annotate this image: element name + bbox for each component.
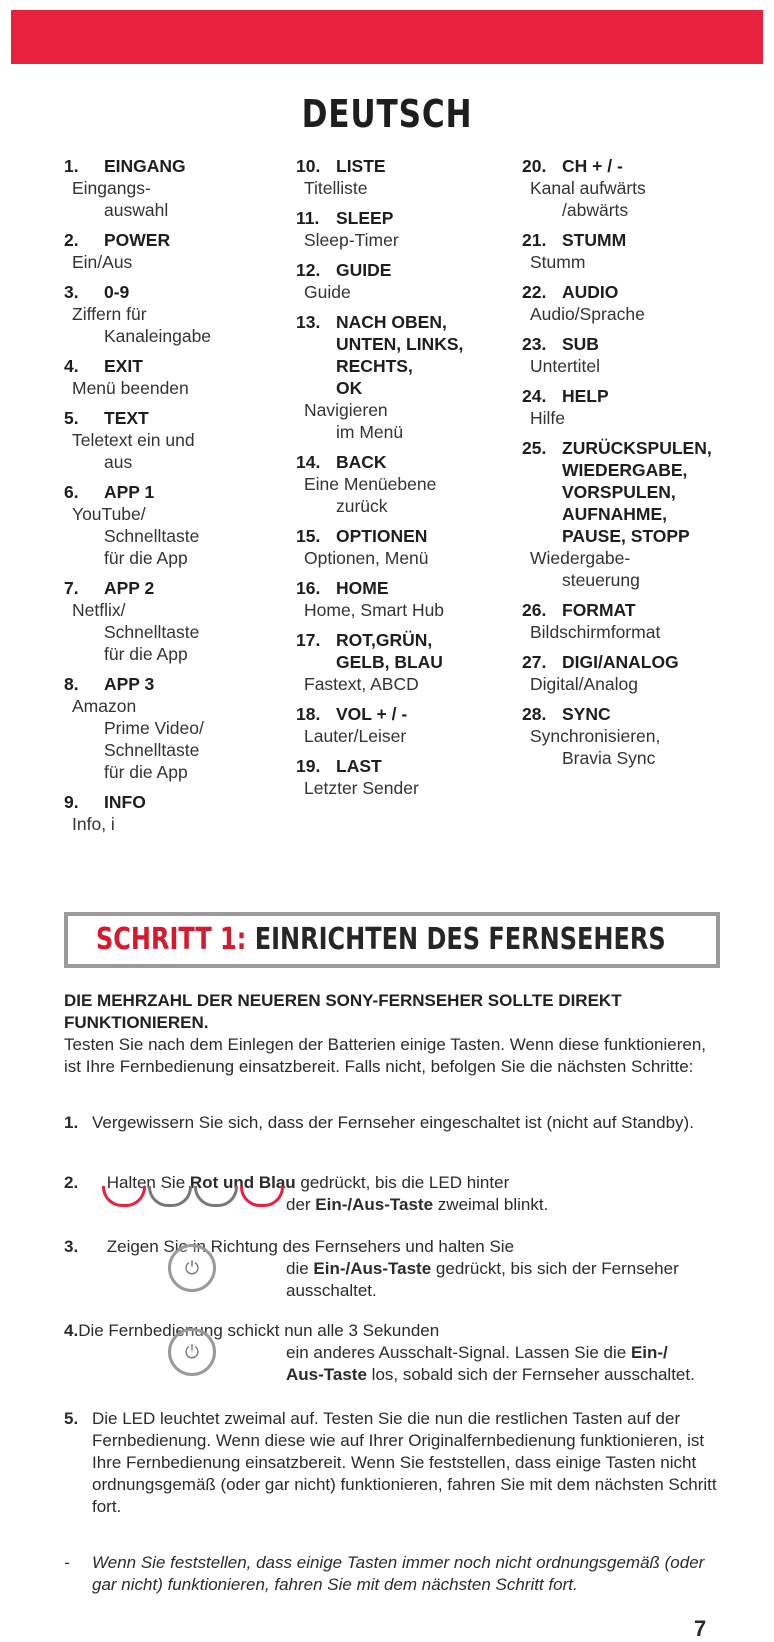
- intro-heading: DIE MEHRZAHL DER NEUEREN SONY-FERNSEHER SOLLTE DIREKT FUNKTIONIEREN.: [64, 991, 622, 1032]
- legend-key-name: HOME: [336, 578, 389, 598]
- legend-number: 7.: [64, 578, 79, 598]
- legend-number: 13.: [296, 312, 321, 332]
- legend-number: 4.: [64, 356, 79, 376]
- legend-entry: [522, 229, 762, 273]
- legend-entry-head: [522, 703, 762, 725]
- legend-description: Lauter/Leiser: [304, 726, 407, 746]
- legend-key-name: HELP: [562, 386, 609, 406]
- legend-description: YouTube/: [72, 504, 146, 524]
- legend-number: 19.: [296, 756, 321, 776]
- legend-entry: [522, 281, 762, 325]
- legend-entry: [64, 791, 284, 835]
- legend-entry-head: [64, 481, 284, 503]
- legend-entry-head: [296, 259, 516, 281]
- legend-entry-head: [296, 629, 516, 651]
- legend-entry-head: [296, 525, 516, 547]
- legend-description: im Menü: [336, 422, 404, 442]
- step-text-d: Aus-Taste: [286, 1365, 367, 1384]
- step-text-c: Ein-/Aus-Taste: [313, 1259, 432, 1278]
- legend-entry: [64, 281, 284, 347]
- legend-number: 14.: [296, 452, 321, 472]
- legend-key-name-cont: OK: [336, 378, 363, 398]
- power-button-icon: ⏻: [168, 1244, 216, 1292]
- legend-entry: [522, 437, 762, 591]
- legend-entry: [522, 651, 762, 695]
- legend-description: Guide: [304, 282, 351, 302]
- legend-number: 9.: [64, 792, 79, 812]
- legend-entry-head: [522, 281, 762, 303]
- legend-number: 6.: [64, 482, 79, 502]
- page-number: 7: [694, 1616, 707, 1641]
- legend-entry: [296, 259, 516, 303]
- legend-entry-head: [522, 599, 762, 621]
- legend-entry: [296, 451, 516, 517]
- intro-text: Testen Sie nach dem Einlegen der Batterien einige Tasten. Wenn diese funktionieren, ist Ihre Fernbedienung einsatzbereit. Falls nicht, befolgen Sie die nächsten Schritte:: [64, 1035, 707, 1076]
- step-text-b: die: [286, 1259, 314, 1278]
- legend-entry: [522, 385, 762, 429]
- legend-entry: [296, 155, 516, 199]
- step-text-b: ein anderes Ausschalt-Signal. Lassen Sie die: [286, 1343, 631, 1362]
- legend-entry: [296, 629, 516, 695]
- step-3: [64, 1236, 724, 1302]
- step-number: 5.: [64, 1409, 79, 1428]
- legend-number: 28.: [522, 704, 547, 724]
- legend-key-name: LAST: [336, 756, 382, 776]
- legend-entry-head: [296, 577, 516, 599]
- legend-description: Bildschirmformat: [530, 622, 661, 642]
- legend-entry-head: [296, 155, 516, 177]
- legend-entry: [522, 155, 762, 221]
- legend-entry-head: [64, 355, 284, 377]
- legend-entry-head: [522, 651, 762, 673]
- legend-entry: [64, 673, 284, 783]
- legend-number: 25.: [522, 438, 547, 458]
- legend-entry: [522, 703, 762, 769]
- legend-entry-head: [296, 311, 516, 333]
- legend-entry: [522, 599, 762, 643]
- legend-key-name-cont: VORSPULEN,: [562, 482, 676, 502]
- legend-key-name: EXIT: [104, 356, 143, 376]
- legend-entry-head: [64, 673, 284, 695]
- legend-key-name: APP 2: [104, 578, 155, 598]
- legend-number: 24.: [522, 386, 547, 406]
- legend-entry: [64, 355, 284, 399]
- legend-number: 10.: [296, 156, 321, 176]
- legend-entry-head: [522, 229, 762, 251]
- legend-key-name: SUB: [562, 334, 599, 354]
- legend-entry-head: [64, 155, 284, 177]
- step-text: Vergewissern Sie sich, dass der Fernseher eingeschaltet ist (nicht auf Standby).: [92, 1113, 694, 1132]
- step-section-title: [96, 922, 666, 957]
- step-text-e: ausschaltet.: [286, 1281, 377, 1300]
- step-text-c: Ein-/: [630, 1343, 668, 1362]
- legend-key-name: FORMAT: [562, 600, 636, 620]
- legend-entry-head: [64, 281, 284, 303]
- legend-key-name-cont: GELB, BLAU: [336, 652, 443, 672]
- legend-key-name: OPTIONEN: [336, 526, 428, 546]
- legend-description: zurück: [336, 496, 388, 516]
- step-text-c: gedrückt, bis die LED hinter: [295, 1173, 510, 1192]
- step-4: [64, 1320, 724, 1386]
- legend-entry: [296, 207, 516, 251]
- legend-key-name-cont: AUFNAHME,: [562, 504, 667, 524]
- legend-description: Digital/Analog: [530, 674, 638, 694]
- legend-description: Audio/Sprache: [530, 304, 645, 324]
- legend-description: Kanal aufwärts: [530, 178, 646, 198]
- legend-description: für die App: [104, 762, 188, 782]
- legend-number: 12.: [296, 260, 321, 280]
- legend-entry-head: [64, 577, 284, 599]
- legend-number: 22.: [522, 282, 547, 302]
- legend-entry-head: [522, 437, 762, 459]
- legend-key-name: SYNC: [562, 704, 611, 724]
- legend-description: Kanaleingabe: [104, 326, 212, 346]
- step-2: [64, 1172, 724, 1216]
- legend-key-name: POWER: [104, 230, 171, 250]
- legend-description: Ein/Aus: [72, 252, 133, 272]
- step-section-header: [64, 912, 720, 968]
- legend-description: Titelliste: [304, 178, 368, 198]
- legend-number: 27.: [522, 652, 547, 672]
- step-text: Die LED leuchtet zweimal auf. Testen Sie die nun die restlichen Tasten auf der Fernbedienung. Wenn diese wie auf Ihrer Originalfernbedienung funktionieren, ist Ihre Fernbedienung einsatzbereit. Wenn Sie feststellen, dass einige Tasten nicht ordnungsgemäß (oder gar nicht) funktionieren, fahren Sie mit dem nächsten Schritt fort.: [92, 1409, 717, 1516]
- legend-number: 21.: [522, 230, 547, 250]
- legend-description: Netflix/: [72, 600, 126, 620]
- step-number: 1.: [64, 1113, 79, 1132]
- legend-description: Navigieren: [304, 400, 388, 420]
- legend-description: für die App: [104, 548, 188, 568]
- legend-entry: [64, 407, 284, 473]
- legend-key-name: NACH OBEN,: [336, 312, 447, 332]
- legend-number: 15.: [296, 526, 321, 546]
- step-text-d: der: [286, 1195, 316, 1214]
- step-number: 4.: [64, 1321, 79, 1340]
- legend-number: 23.: [522, 334, 547, 354]
- legend-key-name: EINGANG: [104, 156, 186, 176]
- step-text-b: Rot und Blau: [189, 1173, 296, 1192]
- legend-description: Teletext ein und: [72, 430, 195, 450]
- legend-key-name-cont: PAUSE, STOPP: [562, 526, 690, 546]
- note: [64, 1552, 724, 1596]
- legend-entry: [64, 481, 284, 569]
- page-title: DEUTSCH: [301, 92, 473, 136]
- legend-number: 16.: [296, 578, 321, 598]
- legend-number: 8.: [64, 674, 79, 694]
- legend-key-name-cont: RECHTS,: [336, 356, 413, 376]
- intro-block: [64, 990, 724, 1078]
- legend-key-name: SLEEP: [336, 208, 394, 228]
- legend-column-2: [296, 155, 516, 807]
- legend-description: Schnelltaste: [104, 740, 200, 760]
- legend-description: Schnelltaste: [104, 622, 200, 642]
- legend-entry-head: [296, 703, 516, 725]
- legend-key-name: ROT,GRÜN,: [336, 630, 433, 650]
- legend-key-name: GUIDE: [336, 260, 392, 280]
- legend-entry-head: [64, 407, 284, 429]
- legend-key-name-cont: UNTEN, LINKS,: [336, 334, 464, 354]
- legend-description: Synchronisieren,: [530, 726, 661, 746]
- legend-number: 5.: [64, 408, 79, 428]
- step-text-e: Ein-/Aus-Taste: [315, 1195, 434, 1214]
- legend-description: Home, Smart Hub: [304, 600, 445, 620]
- step-number: 2.: [64, 1173, 79, 1192]
- legend-key-name: TEXT: [104, 408, 149, 428]
- step-text-a: Halten Sie: [106, 1173, 190, 1192]
- legend-description: Eine Menüebene: [304, 474, 437, 494]
- legend-description: aus: [104, 452, 133, 472]
- legend-key-name: DIGI/ANALOG: [562, 652, 679, 672]
- legend-description: Schnelltaste: [104, 526, 200, 546]
- step-heading: EINRICHTEN DES FERNSEHERS: [254, 922, 666, 957]
- legend-description: /abwärts: [562, 200, 629, 220]
- legend-key-name: INFO: [104, 792, 146, 812]
- top-red-banner: [11, 10, 763, 64]
- legend-entry-head: [296, 755, 516, 777]
- legend-column-3: [522, 155, 762, 777]
- legend-key-name: ZURÜCKSPULEN,: [562, 438, 712, 458]
- power-button-icon: ⏻: [168, 1328, 216, 1376]
- legend-description: Ziffern für: [72, 304, 147, 324]
- legend-description: Letzter Sender: [304, 778, 419, 798]
- legend-entry-head: [522, 333, 762, 355]
- legend-key-name: STUMM: [562, 230, 627, 250]
- legend-key-name: AUDIO: [562, 282, 619, 302]
- legend-key-name-cont: WIEDERGABE,: [562, 460, 688, 480]
- legend-number: 26.: [522, 600, 547, 620]
- legend-entry: [522, 333, 762, 377]
- legend-key-name: BACK: [336, 452, 387, 472]
- legend-entry: [64, 577, 284, 665]
- step-text-a: Die Fernbedienung schickt nun alle 3 Sekunden: [78, 1321, 440, 1340]
- step-1: [64, 1112, 724, 1134]
- legend-entry-head: [296, 451, 516, 473]
- legend-entry: [296, 311, 516, 443]
- legend-key-name: LISTE: [336, 156, 386, 176]
- legend-number: 17.: [296, 630, 321, 650]
- legend-key-name: VOL + / -: [336, 704, 408, 724]
- legend-description: Hilfe: [530, 408, 566, 428]
- legend-description: Optionen, Menü: [304, 548, 429, 568]
- note-text: Wenn Sie feststellen, dass einige Tasten immer noch nicht ordnungsgemäß (oder gar nicht) funktionieren, fahren Sie mit dem nächsten Schritt fort.: [92, 1553, 705, 1594]
- step-5: [64, 1408, 724, 1518]
- step-text-f: zweimal blinkt.: [433, 1195, 549, 1214]
- legend-description: Info, i: [72, 814, 115, 834]
- legend-description: für die App: [104, 644, 188, 664]
- legend-description: Prime Video/: [104, 718, 204, 738]
- legend-description: Stumm: [530, 252, 586, 272]
- legend-entry: [296, 703, 516, 747]
- legend-column-1: [64, 155, 284, 843]
- legend-entry: [296, 577, 516, 621]
- legend-number: 1.: [64, 156, 79, 176]
- legend-entry-head: [64, 229, 284, 251]
- legend-entry-head: [64, 791, 284, 813]
- legend-description: auswahl: [104, 200, 169, 220]
- legend-number: 20.: [522, 156, 547, 176]
- step-text-e: los, sobald sich der Fernseher ausschaltet.: [366, 1365, 695, 1384]
- legend-description: Menü beenden: [72, 378, 189, 398]
- legend-entry-head: [522, 385, 762, 407]
- legend-key-name: APP 3: [104, 674, 155, 694]
- legend-description: Sleep-Timer: [304, 230, 399, 250]
- legend-key-name: APP 1: [104, 482, 155, 502]
- legend-number: 11.: [296, 208, 320, 228]
- legend-entry: [64, 155, 284, 221]
- legend-description: steuerung: [562, 570, 640, 590]
- legend-description: Eingangs-: [72, 178, 151, 198]
- step-number: 3.: [64, 1237, 79, 1256]
- legend-key-name: 0-9: [104, 282, 130, 302]
- legend-key-name: CH + / -: [562, 156, 623, 176]
- step-label: SCHRITT 1:: [96, 922, 247, 957]
- legend-number: 2.: [64, 230, 79, 250]
- legend-description: Untertitel: [530, 356, 601, 376]
- step-text-d: gedrückt, bis sich der Fernseher: [431, 1259, 679, 1278]
- legend-entry-head: [522, 155, 762, 177]
- legend-number: 18.: [296, 704, 321, 724]
- note-dash: -: [64, 1553, 70, 1572]
- legend-description: Wiedergabe-: [530, 548, 631, 568]
- legend-entry-head: [296, 207, 516, 229]
- legend-number: 3.: [64, 282, 79, 302]
- legend-description: Fastext, ABCD: [304, 674, 419, 694]
- legend-description: Amazon: [72, 696, 137, 716]
- legend-entry: [296, 755, 516, 799]
- legend-entry: [296, 525, 516, 569]
- legend-entry: [64, 229, 284, 273]
- step-text-a: Zeigen Sie in Richtung des Fernsehers und halten Sie: [106, 1237, 515, 1256]
- legend-description: Bravia Sync: [562, 748, 656, 768]
